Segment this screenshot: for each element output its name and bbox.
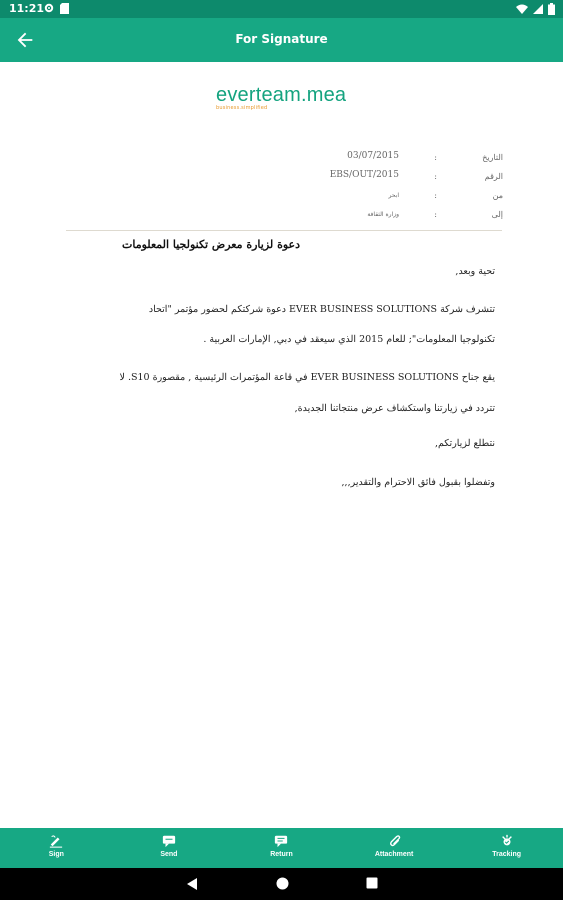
- home-circle-icon[interactable]: [276, 877, 289, 890]
- sd-card-icon: [60, 3, 69, 14]
- document-viewer[interactable]: [0, 62, 563, 828]
- status-time: 11:21: [9, 2, 45, 15]
- meta-value: 03/07/2015: [347, 151, 399, 161]
- battery-icon: [548, 3, 555, 15]
- meta-row-to: [203, 207, 503, 226]
- meta-label: التاريخ: [482, 153, 503, 162]
- meta-colon: :: [434, 153, 437, 162]
- letter-closing: وتفضلوا بقبول فائق الاحترام والتقدير,,,: [341, 477, 495, 488]
- letter-paragraph-2-line-2: تتردد في زيارتنا واستكشاف عرض منتجاتنا الجديدة,: [294, 403, 495, 414]
- sign-icon: [49, 834, 63, 848]
- settings-icon: [44, 3, 54, 13]
- wifi-icon: [516, 4, 528, 14]
- tracking-button[interactable]: [450, 828, 563, 868]
- attachment-icon: [387, 834, 401, 848]
- meta-colon: :: [434, 210, 437, 219]
- meta-label: الرقم: [484, 172, 503, 181]
- return-button[interactable]: [225, 828, 338, 868]
- letter-title: دعوة لزيارة معرض تكنولجيا المعلومات: [122, 238, 300, 251]
- meta-row-number: [203, 169, 503, 188]
- sign-label: Sign: [48, 851, 64, 858]
- company-logo: [216, 84, 346, 111]
- letter-meta: [203, 150, 503, 226]
- return-label: Return: [270, 851, 293, 858]
- attachment-button[interactable]: [338, 828, 451, 868]
- recents-square-icon[interactable]: [366, 877, 378, 889]
- back-triangle-icon[interactable]: [186, 877, 198, 891]
- letter-paragraph-1-line-2: تكنولوجيا المعلومات"; للعام 2015 الذي سيعقد في دبي, الإمارات العربية .: [203, 334, 495, 345]
- meta-label: إلى: [491, 210, 503, 219]
- meta-row-from: [203, 188, 503, 207]
- header-divider: [66, 230, 502, 231]
- meta-colon: :: [434, 172, 437, 181]
- signal-icon: [533, 4, 543, 14]
- meta-colon: :: [434, 191, 437, 200]
- letter-greeting: تحية وبعد,: [455, 266, 495, 277]
- status-bar: [0, 0, 563, 18]
- tracking-icon: [500, 834, 514, 848]
- app-bar: [0, 18, 563, 62]
- letter-paragraph-1-line-1: تتشرف شركة EVER BUSINESS SOLUTIONS دعوة شركتكم لحضور مؤتمر "اتحاد: [148, 304, 495, 315]
- meta-label: من: [492, 191, 503, 200]
- letter-paragraph-2-line-1: يقع جناح EVER BUSINESS SOLUTIONS في قاعة المؤتمرات الرئيسية , مقصورة S10. لا: [119, 372, 495, 383]
- meta-value: EBS/OUT/2015: [329, 170, 399, 180]
- send-label: Send: [160, 851, 178, 858]
- send-button[interactable]: [113, 828, 226, 868]
- letter-paragraph-3: نتطلع لزيارتكم,: [434, 438, 495, 449]
- tracking-label: Tracking: [492, 851, 522, 858]
- sign-button[interactable]: [0, 828, 113, 868]
- send-icon: [162, 834, 176, 848]
- meta-value: وزارة الثقافة: [367, 211, 399, 218]
- meta-value: ابحر: [388, 192, 399, 199]
- logo-brand: everteam.mea: [216, 84, 347, 106]
- system-nav-bar: [0, 868, 563, 900]
- meta-row-date: [203, 150, 503, 169]
- bottom-action-bar: [0, 828, 563, 868]
- page-title: For Signature: [235, 32, 328, 46]
- return-icon: [274, 834, 288, 848]
- attachment-label: Attachment: [374, 851, 414, 858]
- logo-tagline: business.simplified: [216, 105, 268, 111]
